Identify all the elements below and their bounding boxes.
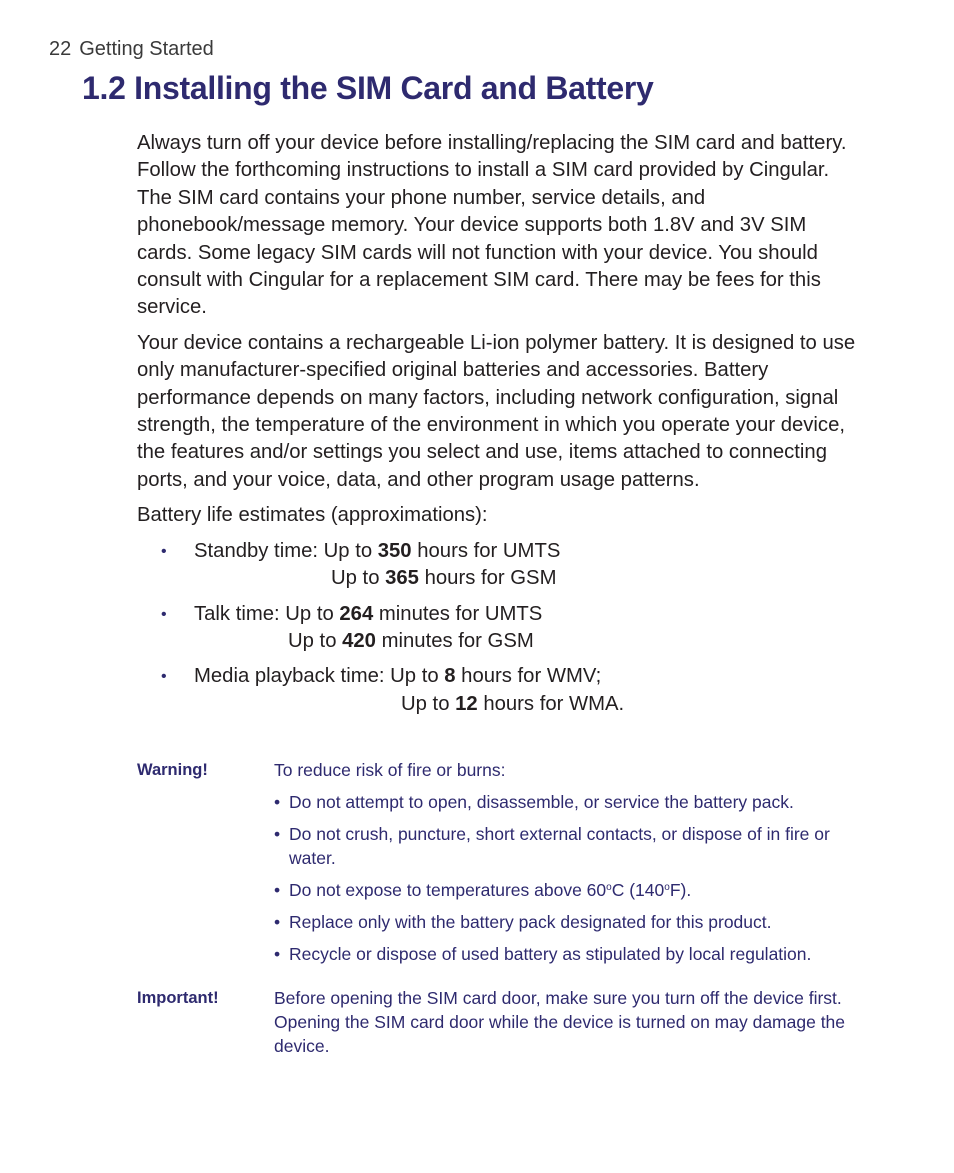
bullet-icon: • [274,944,281,964]
list-item: • Do not expose to temperatures above 60$^o$C (140$^o$F). [274,880,692,900]
bullet-icon: • [161,668,167,686]
page-title: 1.2 Installing the SIM Card and Battery [82,70,654,106]
body-text [137,130,862,726]
list-item-standby: • Standby time: Up to 350 hours for UMTS Up to 365 hours for GSM [161,539,561,590]
bullet-icon: • [161,542,167,560]
notes-section [137,758,862,1070]
estimates-intro: Battery life estimates (approximations): [137,504,488,527]
talk-umts-value: 264 [339,602,374,625]
list-item: • Do not crush, puncture, short external contacts, or dispose of in fire or water. [274,824,830,868]
section-name: Getting Started [79,38,214,60]
warning-label: Warning! [137,761,208,779]
list-item: • Replace only with the battery pack designated for this product. [274,912,772,932]
list-item-talk: • Talk time: Up to 264 minutes for UMTS Up to 420 minutes for GSM [161,602,543,652]
important-label: Important! [137,989,219,1007]
important-text: Before opening the SIM card door, make sure you turn off the device first. Opening the SIM card door while the device is turned on may damage the device. [274,988,846,1056]
sim-paragraph: Always turn off your device before installing/replacing the SIM card and battery. Follow the forthcoming instructions to install a SIM card provided by Cingular. The SIM card contains your phone number, service details, and phonebook/message memory. Your device supports both 1.8V and 3V SIM cards. Some legacy SIM cards will not function with your device. You should consult with Cingular for a replacement SIM card. There may be fees for this service. [137,132,847,319]
list-item-media: • Media playback time: Up to 8 hours for WMV; Up to 12 hours for WMA. [161,665,625,715]
talk-gsm-value: 420 [342,629,376,652]
bullet-icon: • [274,792,281,812]
media-wmv-value: 8 [444,665,456,688]
warning-note [137,758,862,974]
battery-paragraph: Your device contains a rechargeable Li-ion polymer battery. It is designed to use only manufacturer-specified original batteries and accessories. Battery performance depends on many factors, including network configuration, signal strength, the temperature of the environment in which you operate your device, the features and/or settings you select and use, items attached to connecting ports, and your voice, data, and other program usage patterns. [137,331,856,491]
page-number: 22 [49,38,72,60]
media-wma-value: 12 [455,692,478,715]
bullet-icon: • [274,824,281,844]
warning-list [274,790,862,966]
standby-gsm-value: 365 [385,567,419,590]
warning-intro: To reduce risk of fire or burns: [274,760,506,780]
bullet-icon: • [274,880,281,900]
important-note [137,986,862,1058]
standby-umts-value: 350 [377,539,412,562]
page-header [49,38,214,61]
estimates-list [137,538,862,718]
bullet-icon: • [274,912,281,932]
list-item: • Do not attempt to open, disassemble, or service the battery pack. [274,792,794,812]
bullet-icon: • [161,605,167,623]
list-item: • Recycle or dispose of used battery as stipulated by local regulation. [274,944,812,964]
